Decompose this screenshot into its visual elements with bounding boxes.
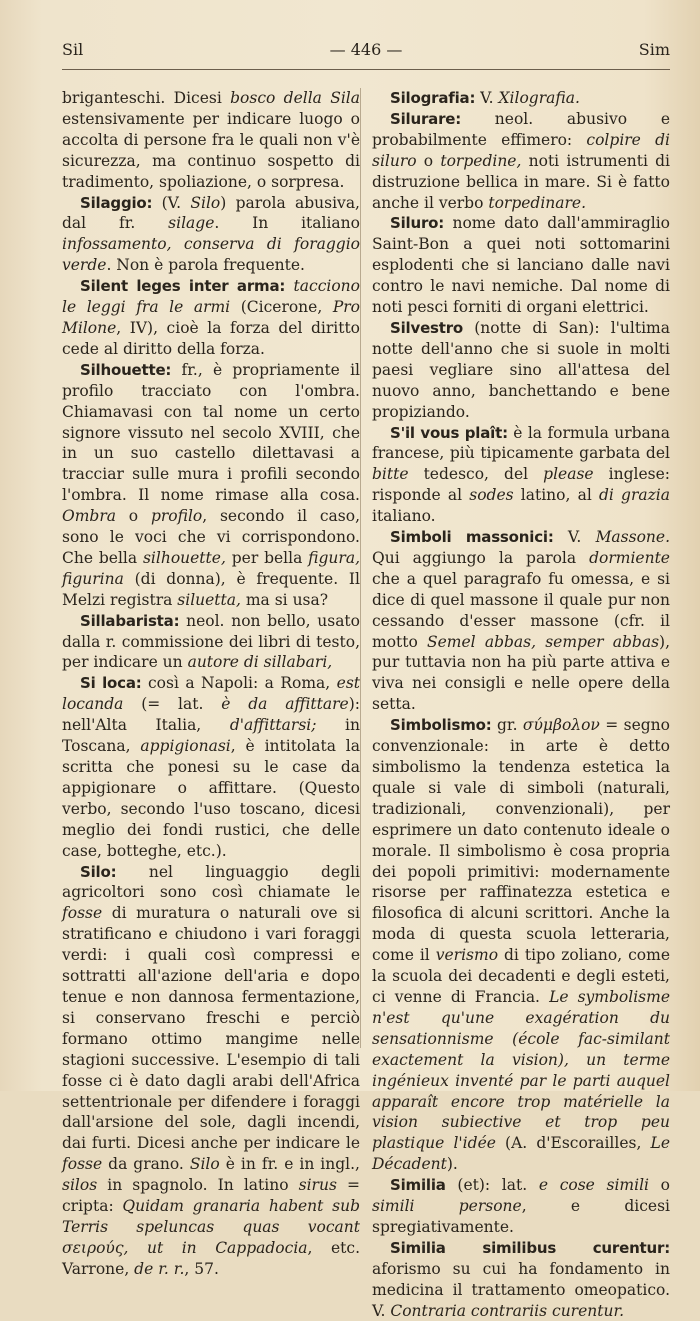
dictionary-entry [372,715,670,1175]
entry-text: per bella [225,548,309,567]
entry-italic-text: de r. r. [134,1259,185,1278]
entry-italic-text: please [543,465,594,484]
entry-text: , etc. Varrone, [62,1238,361,1278]
entry-headword: Si loca: [80,674,142,693]
entry-italic-text: Le symbolisme n'est qu'une exagération du sensationnisme (école fac-similant exactement la vision), un terme ingénieux inventé par le parti auquel apparaît encore trop matérielle la vision subiective et trop peu plastique l'idée [372,987,670,1153]
entry-italic-text: d'affittarsi; [229,716,317,735]
entry-italic-text: Silo [189,1155,220,1174]
entry-text [285,277,293,295]
entry-headword: Silo: [80,862,117,881]
entry-text: noti istrumenti di distruzione bellica in mare. Si è fatto anche il verbo [372,151,671,212]
entry-text: ) parola abusiva, dal fr. [62,193,360,233]
dictionary-entry [372,318,670,423]
entry-text: tedesco, del [408,465,544,484]
entry-text: aforismo su cui ha fondamento in medicina il trattamento omeopatico. V. [372,1259,670,1320]
entry-text: è la formula urbana francese, più tipicamente garbata del [372,423,670,463]
entry-headword: Silografia: [390,89,476,107]
entry-italic-text: colpire di siluro [372,130,670,170]
entry-italic-text: infossamento, conserva di foraggio verde [62,235,360,275]
entry-italic-text: Semel abbas, semper abbas [427,632,660,651]
entry-italic-text: è da affittare [221,695,349,714]
entry-text: (V. [152,193,191,212]
entry-text: (di donna), è frequente. Il Melzi registra [62,569,360,609]
entry-text: neol. abusivo e probabilmente effimero: [372,109,670,149]
entry-text: che a quel paragrafo fu omessa, e si dice di quel massone il quale pur non cessando d'esser massone (cfr. il motto [372,569,670,651]
entry-text: V. [475,89,499,107]
entry-text: estensivamente per indicare luogo o accolta di persone fra le quali non v'è sicurezza, ma continuo sospetto di tradimento, spoliazione, o sorpresa. [62,109,360,191]
dictionary-entry [372,109,670,214]
dictionary-entry [372,1175,670,1238]
dictionary-entry [62,88,360,193]
entry-italic-text: fosse [62,904,103,923]
entry-text: ma si usa? [240,590,329,609]
entry-text: così a Napoli: a Roma, [141,674,337,693]
right-column [372,88,670,1321]
entry-text: di tipo zoliano, come la scuola dei decadenti e degli esteti, ci venne di Francia. [372,946,671,1006]
entry-text: gr. [491,716,523,735]
entry-italic-text: Pro Milone [62,298,360,337]
entry-text: briganteschi. Dicesi [62,89,231,107]
entry-headword: Siluro: [390,214,445,233]
entry-italic-text: σύμβολον [522,716,600,735]
entry-italic-text: autore di sillabari, [187,653,333,672]
entry-text: ). [446,1155,458,1174]
entry-headword: Silent leges inter arma: [80,277,286,296]
entry-italic-text: silhouette, [142,548,226,567]
header-rule [62,69,670,70]
entry-italic-text: bosco della Sila [230,89,360,107]
dictionary-entry [62,360,360,611]
entry-text: ): nell'Alta Italia, [62,695,360,735]
entry-italic-text: Ombra [62,507,116,526]
entry-text: V. [553,528,596,547]
entry-text: (et): lat. [445,1176,539,1195]
dictionary-entry [62,673,360,861]
entry-headword: Silaggio: [80,193,153,212]
entry-text: = segno convenzionale: in arte è detto simbolismo la tendenza estetica la quale si vale di simboli (naturali, tradizionali, convenzionali), per esprimere un dato contenuto ideale o morale. Il simbolismo è cosa propria dei popoli primitivi: modernamente risorse per raffinatezza estetica e filosofica di alcuni scrittori. Anche la moda di questa scuola letteraria, come il [372,716,670,965]
dictionary-entry [372,527,670,715]
entry-text: latino, al [513,486,599,505]
dictionary-entry [62,862,360,1280]
entry-text: da grano. [102,1155,190,1174]
entry-italic-text: profilo [150,507,203,526]
entry-text: (A. d'Escorailles, [495,1134,651,1153]
entry-italic-text: simili persone [372,1197,522,1216]
entry-text: , è intitolata la scritta che ponesi su le case da appigionare o affittare. (Questo verbo, secondo l'uso toscano, dicesi meglio dei fondi rustici, che delle case, botteghe, etc.). [62,737,360,860]
entry-italic-text: torpedine, [440,151,522,170]
entry-text: (= lat. [123,695,222,714]
entry-italic-text: sodes [469,486,514,505]
entry-italic-text: silos [62,1176,98,1195]
left-column [62,88,360,1280]
entry-text: nel linguaggio degli agricoltori sono così chiamate le [62,862,360,902]
entry-text: , e dicesi spregiativamente. [372,1197,670,1236]
entry-headword: Simboli massonici: [390,528,554,547]
dictionary-entry [372,88,670,109]
entry-italic-text: Massone. [595,528,670,547]
entry-headword: S'il vous plaît: [390,423,508,442]
dictionary-entry [372,1238,670,1321]
entry-text: = cripta: [62,1176,360,1216]
entry-text: in spagnolo. In latino [97,1176,299,1195]
entry-text: o [649,1176,671,1195]
entry-text: nome dato dall'ammiraglio Saint-Bon a quei noti sottomarini esplodenti che si lanciano dalle navi contro le navi nemiche. Dal nome di noti pesci forniti di organi elettrici. [372,214,670,317]
dictionary-entry [62,611,360,674]
entry-italic-text: silage [168,214,215,233]
entry-text: (notte di San): l'ultima notte dell'anno che si suole in molti paesi vegliare sino all'attesa del nuovo anno, banchettando e bene propiziando. [372,318,670,421]
entry-text: italiano. [372,507,436,526]
entry-text: ), pur tuttavia non ha più parte attiva e viva nei consigli e nelle opere della setta. [372,632,671,714]
entry-headword: Silurare: [390,109,462,128]
entry-text: (Cicerone, [230,298,333,317]
entry-headword: Similia [390,1176,446,1195]
entry-italic-text: Xilografia. [498,89,580,107]
entry-italic-text: e cose simili [538,1176,649,1195]
entry-text: o [416,151,441,170]
entry-headword: Simbolismo: [390,716,492,735]
entry-text: , 57. [184,1259,219,1278]
entry-italic-text: Silo [190,193,221,212]
entry-text: , secondo il caso, sono le voci che vi corrispondono. Che bella [62,507,361,567]
entry-text: di muratura o naturali ove si stratificano e chiudono i vari foraggi verdi: i quali così compressi e sottratti all'azione dell'aria e dopo tenue e non dannosa fermentazione, si conservano freschi e perciò formano ottimo mangime nelle stagioni successive. L'esempio di tali fosse ci è dato dagli arabi dell'Africa settentrionale per difendere i foraggi dall'arsione del sole, dagli incendi, dai furti. Dicesi anche per indicare le [62,904,360,1153]
entry-text: inglese: risponde al [372,465,670,505]
entry-italic-text: di grazia [598,486,670,505]
entry-italic-text: Le Décadent [372,1134,670,1174]
entry-headword: Silhouette: [80,360,172,379]
dictionary-entry [372,213,670,318]
entry-italic-text: siluetta, [177,590,241,609]
entry-text: Qui aggiungo la parola [372,548,590,567]
entry-italic-text: tacciono le leggi fra le armi [62,277,360,317]
dictionary-entry [372,423,670,528]
entry-italic-text: est locanda [62,674,361,714]
entry-italic-text: Quidam granaria habent sub Terris speluncas quas vocant σειρούς, ut in Cappadocia [62,1197,360,1257]
entry-text: o [115,507,151,526]
entry-italic-text: torpedinare. [488,193,587,212]
entry-text: è in fr. e in ingl., [219,1155,360,1174]
entry-italic-text: figura, figurina [62,548,360,588]
header-right-guide-word: Sim [638,40,670,59]
entry-italic-text: fosse [62,1155,103,1174]
entry-italic-text: sirus [298,1176,337,1195]
header-left-guide-word: Sil [62,40,84,59]
running-header [62,40,670,64]
entry-headword: Silvestro [390,318,464,337]
page-number: — 446 — [329,40,403,59]
entry-italic-text: verismo [435,946,499,965]
column-divider [360,88,361,1048]
dictionary-entry [62,276,360,360]
entry-italic-text: Contraria contrariis curentur. [390,1301,625,1320]
entry-italic-text: bitte [372,465,409,484]
entry-text: . In italiano [214,214,360,233]
entry-headword: Similia similibus curentur: [390,1238,670,1257]
entry-italic-text: dormiente [589,548,670,567]
entry-text: in Toscana, [62,716,360,756]
entry-italic-text: appigionasi [140,737,231,756]
entry-text: . Non è parola frequente. [106,256,305,275]
entry-text: fr., è propriamente il profilo tracciato con l'ombra. Chiamavasi con tal nome un certo signore vissuto nel secolo XVIII, che in un suo castello dilettavasi a tracciar sulle mura i profili secondo l'ombra. Il nome rimase alla cosa. [62,360,360,505]
entry-text: , IV), cioè la forza del diritto cede al diritto della forza. [62,318,360,358]
entry-headword: Sillabarista: [80,611,180,630]
dictionary-entry [62,193,360,277]
entry-text: neol. non bello, usato dalla r. commissione dei libri di testo, per indicare un [62,611,360,672]
